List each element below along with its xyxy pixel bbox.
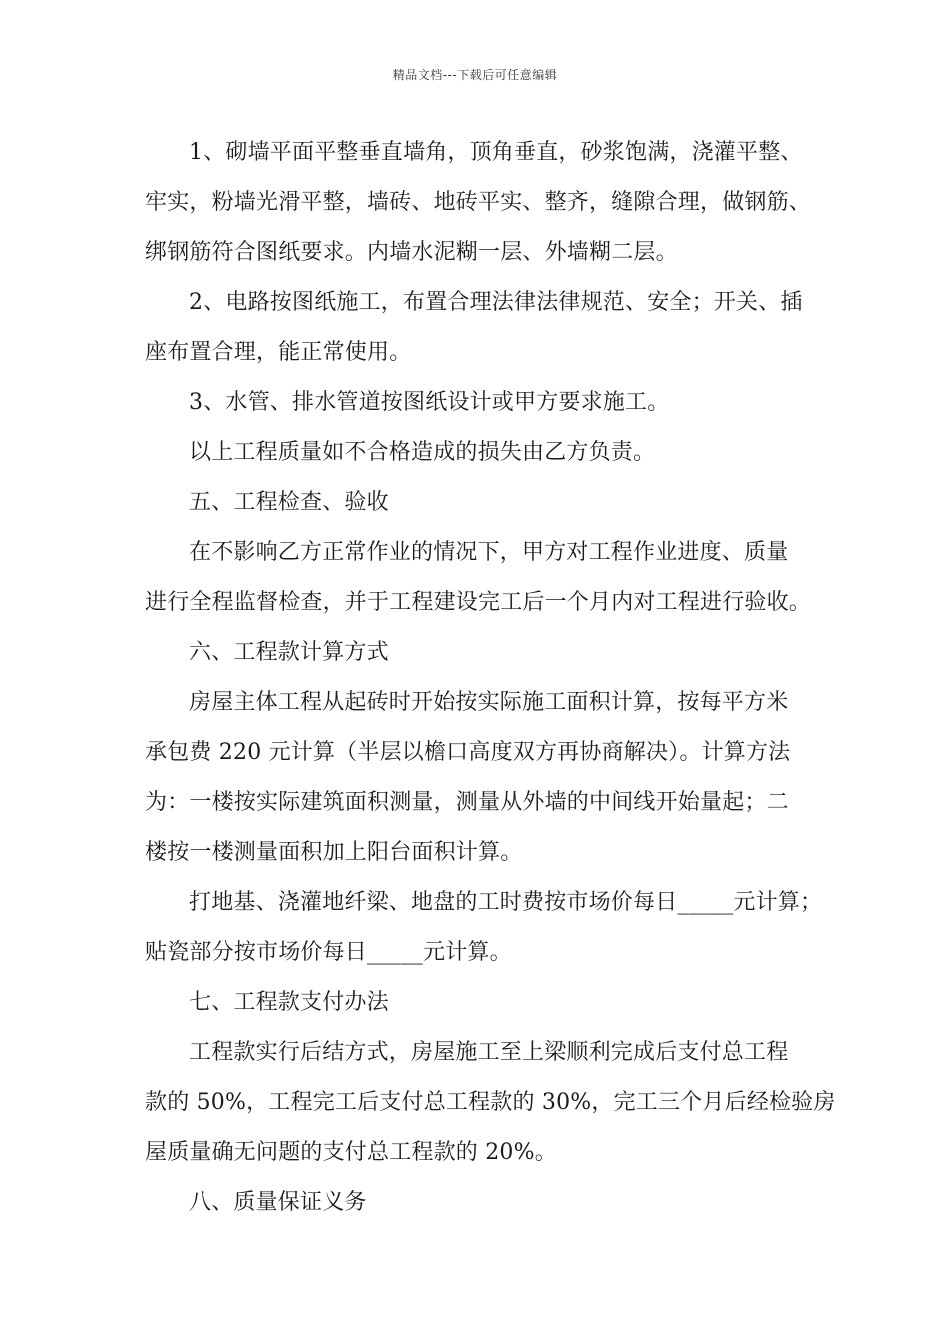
paragraph-line: 座布置合理，能正常使用。 — [145, 340, 412, 365]
section-heading: 八、质量保证义务 — [189, 1190, 367, 1215]
paragraph-line: 贴瓷部分按市场价每日_____元计算。 — [145, 940, 512, 965]
paragraph-line: 绑钢筋符合图纸要求。内墙水泥糊一层、外墙糊二层。 — [145, 240, 678, 265]
paragraph-line: 房屋主体工程从起砖时开始按实际施工面积计算，按每平方米 — [189, 690, 789, 715]
section-heading: 六、工程款计算方式 — [189, 640, 389, 665]
paragraph-line: 楼按一楼测量面积加上阳台面积计算。 — [145, 840, 523, 865]
section-heading: 七、工程款支付办法 — [189, 990, 389, 1015]
page-header: 精品文档---下载后可任意编辑 — [392, 68, 558, 82]
paragraph-line: 2、电路按图纸施工，布置合理法律法律规范、安全；开关、插 — [189, 290, 803, 315]
paragraph-line: 1、砌墙平面平整垂直墙角，顶角垂直，砂浆饱满，浇灌平整、 — [189, 140, 803, 165]
paragraph-line: 款的 50%，工程完工后支付总工程款的 30%，完工三个月后经检验房 — [145, 1090, 836, 1115]
paragraph-line: 承包费 220 元计算（半层以檐口高度双方再协商解决）。计算方法 — [145, 740, 791, 765]
paragraph-line: 进行全程监督检查，并于工程建设完工后一个月内对工程进行验收。 — [145, 590, 812, 615]
paragraph-line: 为：一楼按实际建筑面积测量，测量从外墙的中间线开始量起；二 — [145, 790, 789, 815]
paragraph-line: 牢实，粉墙光滑平整，墙砖、地砖平实、整齐，缝隙合理，做钢筋、 — [145, 190, 812, 215]
document-body — [145, 128, 836, 1228]
paragraph-line: 3、水管、排水管道按图纸设计或甲方要求施工。 — [189, 390, 670, 415]
paragraph-line: 在不影响乙方正常作业的情况下，甲方对工程作业进度、质量 — [189, 540, 789, 565]
section-heading: 五、工程检查、验收 — [189, 490, 389, 515]
paragraph-line: 以上工程质量如不合格造成的损失由乙方负责。 — [189, 440, 656, 465]
paragraph-line: 屋质量确无问题的支付总工程款的 20%。 — [145, 1140, 557, 1165]
paragraph-line: 工程款实行后结方式，房屋施工至上梁顺利完成后支付总工程 — [189, 1040, 789, 1065]
paragraph-line: 打地基、浇灌地纤梁、地盘的工时费按市场价每日_____元计算； — [189, 890, 823, 915]
